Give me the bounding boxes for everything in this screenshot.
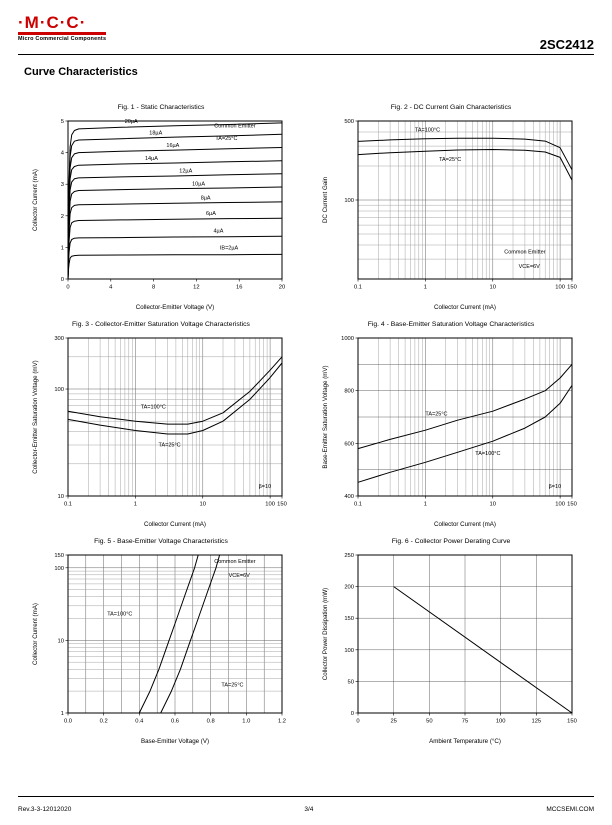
svg-text:300: 300	[54, 336, 64, 342]
svg-text:8: 8	[151, 284, 156, 291]
svg-text:50: 50	[347, 679, 354, 686]
footer-revision: Rev.3-3-12012020	[18, 806, 72, 813]
figure-6-title: Fig. 6 - Collector Power Derating Curve	[391, 538, 511, 545]
figure-2	[318, 104, 584, 313]
svg-text:Ambient Temperature (°C): Ambient Temperature (°C)	[429, 738, 501, 745]
svg-text:Collector Power Dissipation (: Collector Power Dissipation (mW)	[322, 587, 329, 681]
figure-1-plot	[28, 113, 294, 313]
svg-text:150: 150	[567, 284, 577, 291]
svg-text:1: 1	[133, 501, 137, 508]
svg-text:100: 100	[344, 647, 354, 654]
mcc-logo-subtitle: Micro Commercial Components	[18, 36, 107, 42]
figure-6-plot	[318, 547, 584, 747]
svg-text:16µA: 16µA	[166, 143, 180, 150]
figure-6	[318, 538, 584, 747]
svg-text:Base-Emitter Saturation Voltag: Base-Emitter Saturation Voltage (mV)	[322, 365, 329, 469]
svg-text:0.1: 0.1	[353, 501, 363, 508]
svg-text:DC Current Gain: DC Current Gain	[322, 176, 329, 224]
svg-text:0.0: 0.0	[63, 718, 73, 725]
svg-text:Base-Emitter Voltage (V): Base-Emitter Voltage (V)	[140, 738, 210, 745]
svg-text:200: 200	[344, 584, 354, 591]
footer-website: MCCSEMI.COM	[546, 806, 594, 813]
svg-text:TA=100°C: TA=100°C	[475, 450, 501, 457]
svg-text:6µA: 6µA	[206, 211, 216, 218]
svg-text:VCE=6V: VCE=6V	[518, 263, 540, 270]
svg-text:β=10: β=10	[548, 484, 562, 491]
svg-text:1.2: 1.2	[277, 718, 287, 725]
figure-4-plot	[318, 330, 584, 530]
section-title: Curve Characteristics	[24, 66, 138, 78]
footer-page-number: 3/4	[304, 806, 314, 813]
svg-text:10: 10	[489, 284, 496, 291]
svg-text:TA=25°C: TA=25°C	[158, 442, 181, 449]
svg-text:Collector-Emitter Saturation V: Collector-Emitter Saturation Voltage (mV)	[32, 360, 39, 474]
svg-text:TA=100°C: TA=100°C	[414, 127, 441, 134]
charts-grid	[28, 104, 584, 747]
mcc-logo-underline	[18, 32, 106, 35]
svg-text:10: 10	[489, 501, 496, 508]
svg-text:18µA: 18µA	[149, 130, 163, 137]
svg-text:Collector Current (mA): Collector Current (mA)	[434, 304, 496, 311]
svg-text:1: 1	[60, 245, 64, 252]
svg-text:0.2: 0.2	[99, 718, 108, 725]
svg-text:1000: 1000	[341, 336, 354, 342]
figure-3	[28, 321, 294, 530]
svg-text:150: 150	[344, 616, 354, 623]
svg-text:25: 25	[390, 718, 397, 725]
svg-text:0: 0	[66, 284, 70, 291]
svg-text:0: 0	[356, 718, 360, 725]
svg-text:500: 500	[344, 119, 354, 125]
svg-text:100: 100	[54, 387, 64, 394]
svg-text:TA=25°C: TA=25°C	[425, 411, 448, 418]
figure-1-title: Fig. 1 - Static Characteristics	[117, 104, 205, 111]
svg-text:0.4: 0.4	[135, 718, 144, 725]
figure-3-title: Fig. 3 - Collector-Emitter Saturation Voltage Characteristics	[72, 321, 250, 328]
svg-text:600: 600	[344, 441, 354, 448]
svg-text:TA=25°C: TA=25°C	[439, 156, 462, 163]
svg-text:14µA: 14µA	[145, 155, 158, 162]
mcc-logo-text: ·M·C·C·	[18, 13, 87, 32]
svg-text:TA=100°C: TA=100°C	[140, 404, 166, 411]
header-divider	[18, 54, 594, 55]
figure-2-title: Fig. 2 - DC Current Gain Characteristics	[390, 104, 512, 111]
page-header	[18, 14, 594, 52]
svg-text:Collector Current (mA): Collector Current (mA)	[32, 603, 39, 665]
svg-text:4µA: 4µA	[213, 228, 224, 235]
svg-text:Common Emitter: Common Emitter	[214, 123, 256, 130]
svg-text:150: 150	[54, 553, 64, 559]
svg-text:Common Emitter: Common Emitter	[214, 558, 256, 565]
svg-text:1: 1	[423, 501, 427, 508]
svg-text:100: 100	[54, 565, 64, 572]
figure-1	[28, 104, 294, 313]
svg-text:2: 2	[60, 213, 64, 220]
svg-text:0.1: 0.1	[353, 284, 363, 291]
svg-text:3: 3	[60, 182, 64, 189]
svg-text:4: 4	[60, 150, 64, 157]
figure-4	[318, 321, 584, 530]
svg-text:1.0: 1.0	[242, 718, 251, 725]
svg-text:0.6: 0.6	[170, 718, 180, 725]
svg-text:Collector Current (mA): Collector Current (mA)	[144, 521, 206, 528]
figure-4-title: Fig. 4 - Base-Emitter Saturation Voltage Characteristics	[367, 321, 535, 328]
svg-text:150: 150	[567, 718, 577, 725]
svg-text:1: 1	[423, 284, 427, 291]
svg-text:10: 10	[199, 501, 206, 508]
svg-text:75: 75	[461, 718, 469, 725]
svg-text:TA=25°C: TA=25°C	[221, 682, 244, 689]
svg-text:0.8: 0.8	[206, 718, 215, 725]
svg-text:100: 100	[265, 501, 275, 508]
svg-text:10µA: 10µA	[192, 181, 206, 188]
mcc-logo	[18, 14, 106, 42]
page-footer	[18, 806, 594, 813]
svg-text:10: 10	[57, 638, 64, 645]
part-number: 2SC2412	[539, 37, 594, 52]
figure-3-plot	[28, 330, 294, 530]
svg-text:10: 10	[57, 494, 64, 500]
figure-5-plot	[28, 547, 294, 747]
footer-divider	[18, 796, 594, 797]
svg-text:IB=2µA: IB=2µA	[219, 245, 239, 252]
svg-text:800: 800	[344, 388, 354, 395]
figure-2-plot	[318, 113, 584, 313]
svg-text:16: 16	[235, 284, 243, 291]
figure-5-title: Fig. 5 - Base-Emitter Voltage Characteristics	[94, 538, 228, 545]
svg-text:VCE=6V: VCE=6V	[228, 573, 250, 580]
svg-text:12: 12	[193, 284, 200, 291]
svg-text:150: 150	[567, 501, 577, 508]
svg-text:0: 0	[350, 711, 354, 717]
svg-text:12µA: 12µA	[179, 168, 193, 175]
svg-text:8µA: 8µA	[200, 195, 211, 202]
svg-text:TA=25°C: TA=25°C	[215, 136, 238, 142]
svg-text:100: 100	[555, 284, 565, 291]
svg-text:1: 1	[60, 711, 64, 717]
svg-text:400: 400	[344, 494, 354, 500]
svg-text:250: 250	[344, 553, 354, 559]
svg-text:β=10: β=10	[258, 484, 272, 491]
svg-text:TA=100°C: TA=100°C	[107, 611, 133, 618]
svg-text:Collector Current (mA): Collector Current (mA)	[434, 521, 496, 528]
svg-text:100: 100	[495, 718, 506, 725]
figure-5	[28, 538, 294, 747]
svg-text:Collector Current (mA): Collector Current (mA)	[32, 169, 39, 231]
svg-text:Common Emitter: Common Emitter	[504, 249, 546, 256]
svg-text:4: 4	[109, 284, 113, 291]
svg-text:5: 5	[60, 119, 64, 125]
svg-text:50: 50	[426, 718, 433, 725]
svg-text:20: 20	[278, 284, 286, 291]
svg-text:0.1: 0.1	[63, 501, 73, 508]
svg-text:20µA: 20µA	[124, 119, 138, 126]
svg-text:100: 100	[555, 501, 565, 508]
svg-text:0: 0	[60, 277, 64, 283]
svg-text:100: 100	[344, 198, 354, 204]
svg-text:150: 150	[277, 501, 287, 508]
svg-text:Collector-Emitter Voltage (V): Collector-Emitter Voltage (V)	[135, 304, 215, 311]
svg-text:125: 125	[531, 718, 542, 725]
